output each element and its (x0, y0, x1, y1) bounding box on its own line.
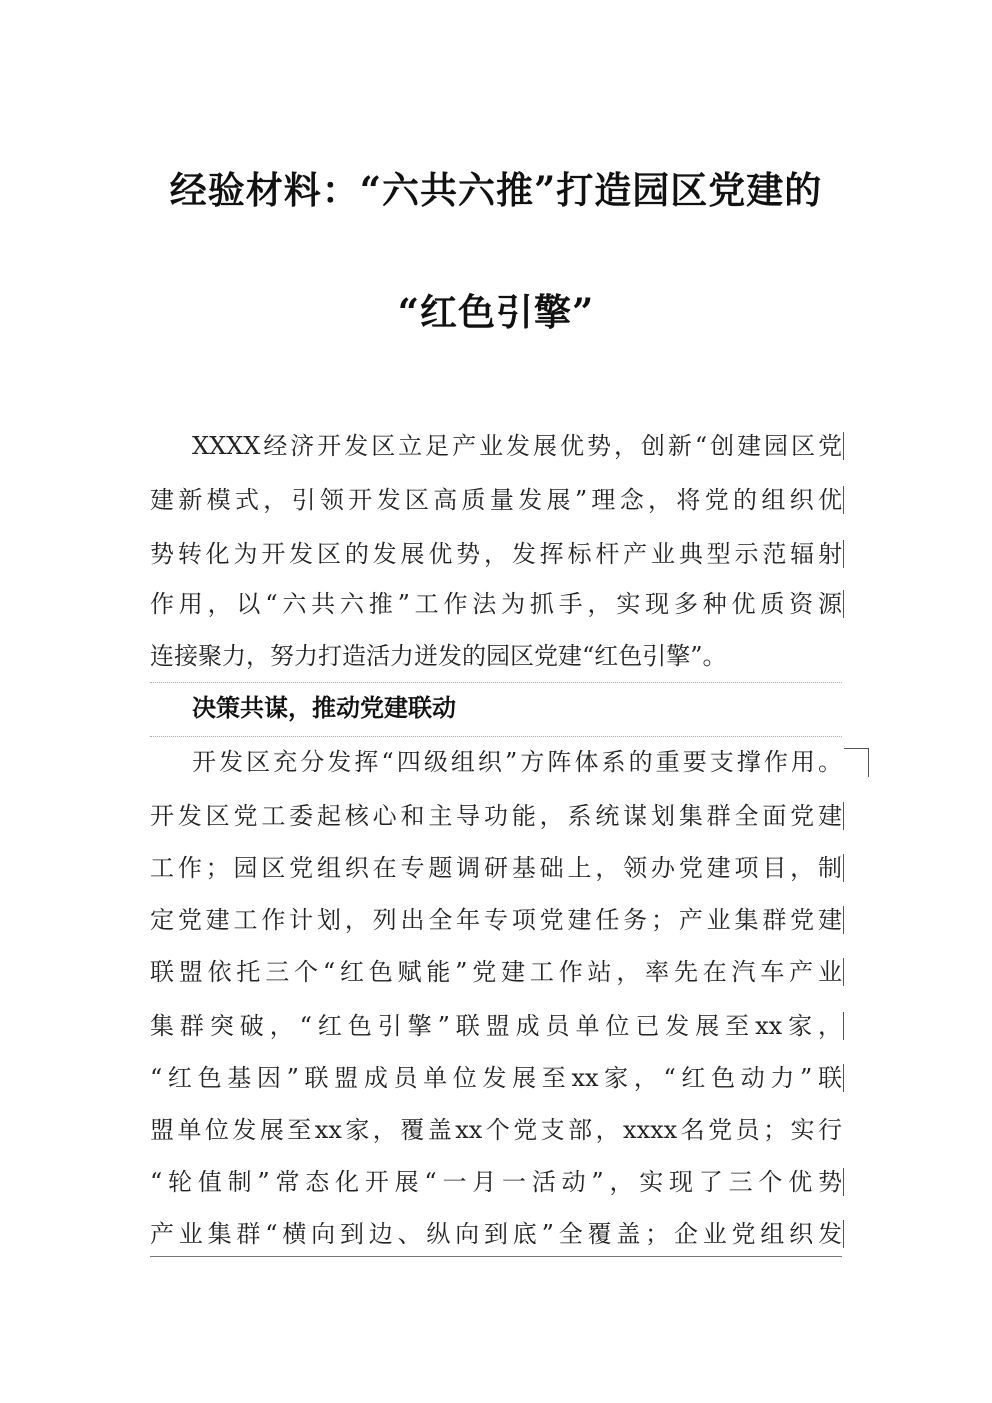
document-title-line-1: 经验材料：“六共六推”打造园区党建的 (169, 168, 823, 212)
margin-mark (843, 906, 844, 934)
margin-mark (843, 590, 844, 618)
intro-line-3: 势转化为开发区的发展优势，发挥标杆产业典型示范辐射 (150, 540, 842, 568)
intro-line-2: 建新模式，引领开发区高质量发展”理念，将党的组织优 (150, 486, 842, 514)
intro-line-1: XXXX经济开发区立足产业发展优势，创新“创建园区党 (192, 432, 842, 460)
section-line-9: “轮值制”常态化开展“一月一活动”，实现了三个优势 (150, 1168, 842, 1196)
section-line-10: 产业集群“横向到边、纵向到底”全覆盖；企业党组织发 (150, 1220, 842, 1248)
margin-mark (843, 432, 844, 460)
margin-mark (844, 748, 869, 777)
page-bottom-rule (150, 1256, 842, 1257)
section-line-6: 集群突破，“红色引擎”联盟成员单位已发展至xx家， (150, 1012, 842, 1040)
intro-line-5: 连接聚力，努力打造活力迸发的园区党建“红色引擎”。 (150, 642, 727, 670)
section-line-2: 开发区党工委起核心和主导功能，系统谋划集群全面党建 (150, 802, 842, 830)
margin-mark (843, 1064, 844, 1092)
margin-mark (843, 1168, 844, 1196)
paragraph-boundary (150, 682, 842, 683)
margin-mark (843, 802, 844, 830)
section-line-7: “红色基因”联盟成员单位发展至xx家，“红色动力”联 (150, 1064, 842, 1092)
margin-mark (843, 958, 844, 986)
section-line-1: 开发区充分发挥“四级组织”方阵体系的重要支撑作用。 (192, 748, 842, 776)
margin-mark (843, 854, 844, 882)
margin-mark (843, 540, 844, 568)
paragraph-boundary (150, 736, 842, 737)
margin-mark (843, 1220, 844, 1248)
intro-line-4: 作用，以“六共六推”工作法为抓手，实现多种优质资源 (150, 590, 842, 618)
section-line-5: 联盟依托三个“红色赋能”党建工作站，率先在汽车产业 (150, 958, 842, 986)
section-line-3: 工作；园区党组织在专题调研基础上，领办党建项目，制 (150, 854, 842, 882)
document-title-line-2: “红色引擎” (397, 290, 595, 334)
margin-mark (843, 486, 844, 514)
margin-mark (843, 1012, 844, 1040)
section-line-8: 盟单位发展至xx家，覆盖xx个党支部，xxxx名党员；实行 (150, 1116, 842, 1144)
section-heading: 决策共谋，推动党建联动 (192, 693, 456, 722)
section-line-4: 定党建工作计划，列出全年专项党建任务；产业集群党建 (150, 906, 842, 934)
